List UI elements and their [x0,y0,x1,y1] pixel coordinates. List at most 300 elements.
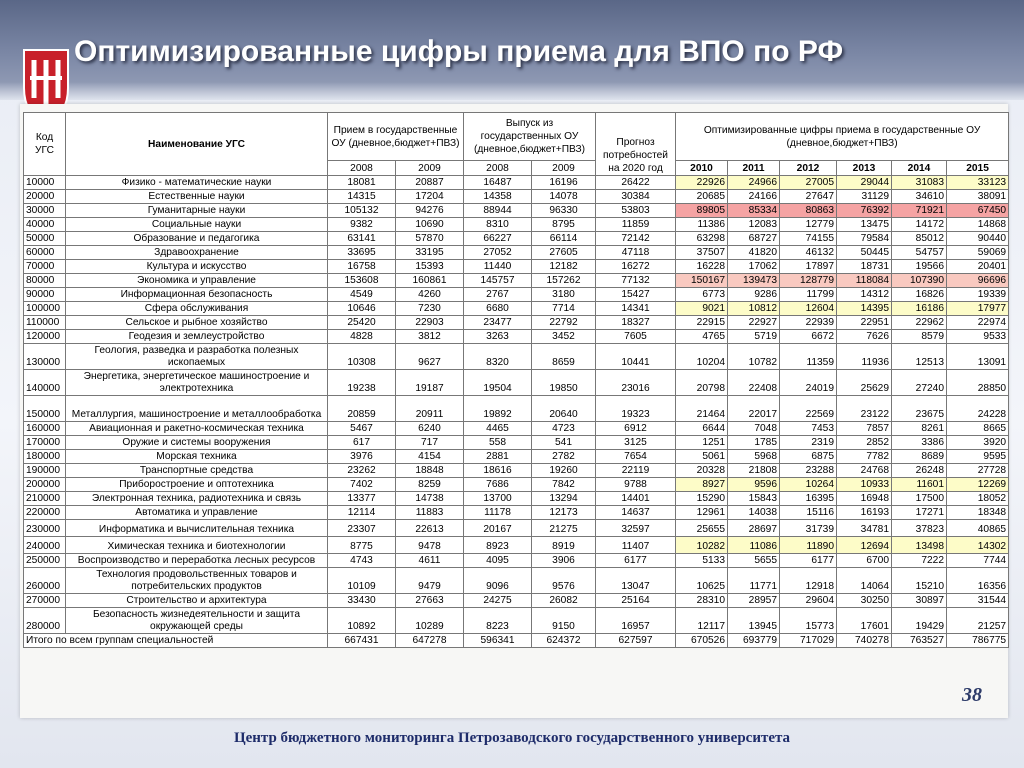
row-forecast: 6912 [596,422,676,436]
row-adm2008: 8775 [328,537,396,554]
row-code: 260000 [24,568,66,594]
row-opt-2014: 16826 [892,288,947,302]
table-row [24,218,1009,232]
row-forecast: 53803 [596,204,676,218]
row-adm2009: 20887 [396,176,464,190]
row-grad2009: 3452 [532,330,596,344]
row-adm2008: 23307 [328,520,396,537]
row-opt-2015: 33123 [947,176,1009,190]
row-opt-2010: 20685 [676,190,728,204]
row-grad2008: 8320 [464,344,532,370]
row-grad2009: 4723 [532,422,596,436]
row-grad2009: 26082 [532,594,596,608]
header-code: Код УГС [24,113,66,176]
row-opt-2010: 10282 [676,537,728,554]
row-opt-2011: 41820 [728,246,780,260]
row-adm2008: 33695 [328,246,396,260]
row-adm2008: 20859 [328,396,396,422]
row-code: 80000 [24,274,66,288]
row-adm2008: 10892 [328,608,396,634]
row-opt-2014: 8579 [892,330,947,344]
row-grad2009: 19850 [532,370,596,396]
row-opt-2012: 2319 [780,436,837,450]
row-grad2008: 23477 [464,316,532,330]
row-opt-2013: 16948 [837,492,892,506]
row-name: Образование и педагогика [66,232,328,246]
row-opt-2010: 16228 [676,260,728,274]
row-grad2008: 18616 [464,464,532,478]
row-grad2008: 13700 [464,492,532,506]
row-code: 50000 [24,232,66,246]
table-row [24,568,1009,594]
total-opt-2011: 693779 [728,634,780,648]
row-name: Транспортные средства [66,464,328,478]
header-year: 2012 [780,161,837,176]
row-name: Электронная техника, радиотехника и связь [66,492,328,506]
row-forecast: 14341 [596,302,676,316]
row-opt-2010: 11386 [676,218,728,232]
row-grad2008: 6680 [464,302,532,316]
row-adm2009: 15393 [396,260,464,274]
table-row [24,344,1009,370]
row-forecast: 11407 [596,537,676,554]
row-name: Морская техника [66,450,328,464]
row-grad2008: 2881 [464,450,532,464]
admission-table [23,112,1009,648]
row-adm2009: 8259 [396,478,464,492]
table-row [24,232,1009,246]
row-adm2009: 717 [396,436,464,450]
row-opt-2011: 5655 [728,554,780,568]
row-name: Социальные науки [66,218,328,232]
table-row [24,608,1009,634]
table-row [24,492,1009,506]
row-grad2008: 558 [464,436,532,450]
header-year: 2015 [947,161,1009,176]
row-opt-2012: 128779 [780,274,837,288]
row-adm2008: 63141 [328,232,396,246]
row-grad2008: 19504 [464,370,532,396]
row-opt-2010: 1251 [676,436,728,450]
row-forecast: 25164 [596,594,676,608]
row-opt-2012: 10264 [780,478,837,492]
row-opt-2011: 28957 [728,594,780,608]
row-adm2008: 23262 [328,464,396,478]
row-grad2008: 66227 [464,232,532,246]
total-opt-2010: 670526 [676,634,728,648]
row-opt-2015: 28850 [947,370,1009,396]
row-forecast: 3125 [596,436,676,450]
row-grad2008: 3263 [464,330,532,344]
row-opt-2011: 10782 [728,344,780,370]
row-opt-2010: 8927 [676,478,728,492]
row-opt-2014: 8689 [892,450,947,464]
row-code: 30000 [24,204,66,218]
row-opt-2011: 85334 [728,204,780,218]
row-code: 40000 [24,218,66,232]
row-opt-2013: 2852 [837,436,892,450]
row-code: 190000 [24,464,66,478]
row-opt-2011: 9286 [728,288,780,302]
row-adm2009: 33195 [396,246,464,260]
row-opt-2015: 22974 [947,316,1009,330]
row-opt-2010: 22926 [676,176,728,190]
row-adm2008: 19238 [328,370,396,396]
row-code: 170000 [24,436,66,450]
table-row [24,554,1009,568]
row-opt-2013: 22951 [837,316,892,330]
row-opt-2010: 37507 [676,246,728,260]
row-opt-2015: 38091 [947,190,1009,204]
row-opt-2015: 90440 [947,232,1009,246]
row-opt-2013: 7626 [837,330,892,344]
row-opt-2010: 12961 [676,506,728,520]
row-name: Информатика и вычислительная техника [66,520,328,537]
row-adm2009: 11883 [396,506,464,520]
row-name: Безопасность жизнедеятельности и защита окружающей среды [66,608,328,634]
row-grad2008: 11440 [464,260,532,274]
row-opt-2012: 29604 [780,594,837,608]
row-adm2009: 9478 [396,537,464,554]
row-code: 230000 [24,520,66,537]
header-year: 2014 [892,161,947,176]
total-opt-2014: 763527 [892,634,947,648]
row-code: 180000 [24,450,66,464]
row-adm2008: 10646 [328,302,396,316]
row-opt-2014: 15210 [892,568,947,594]
row-opt-2014: 17500 [892,492,947,506]
row-name: Оружие и системы вооружения [66,436,328,450]
row-forecast: 26422 [596,176,676,190]
row-forecast: 19323 [596,396,676,422]
row-opt-2012: 12779 [780,218,837,232]
row-forecast: 32597 [596,520,676,537]
row-opt-2012: 6672 [780,330,837,344]
row-name: Сфера обслуживания [66,302,328,316]
row-grad2009: 3180 [532,288,596,302]
row-adm2008: 4743 [328,554,396,568]
row-grad2008: 9096 [464,568,532,594]
row-opt-2013: 12694 [837,537,892,554]
total-grad2008: 596341 [464,634,532,648]
row-name: Экономика и управление [66,274,328,288]
row-opt-2011: 22927 [728,316,780,330]
row-forecast: 9788 [596,478,676,492]
row-name: Естественные науки [66,190,328,204]
row-opt-2015: 19339 [947,288,1009,302]
row-grad2009: 13294 [532,492,596,506]
row-grad2009: 2782 [532,450,596,464]
row-opt-2012: 80863 [780,204,837,218]
row-forecast: 16272 [596,260,676,274]
row-opt-2011: 22017 [728,396,780,422]
page-number: 38 [962,684,982,706]
row-grad2008: 11178 [464,506,532,520]
row-code: 70000 [24,260,66,274]
row-opt-2011: 9596 [728,478,780,492]
row-adm2009: 4154 [396,450,464,464]
row-opt-2010: 150167 [676,274,728,288]
row-opt-2015: 12269 [947,478,1009,492]
row-name: Информационная безопасность [66,288,328,302]
row-opt-2012: 15116 [780,506,837,520]
header-year: 2009 [396,161,464,176]
row-adm2008: 12114 [328,506,396,520]
row-opt-2013: 13475 [837,218,892,232]
header-optimized: Оптимизированные цифры приема в государственные ОУ (дневное,бюджет+ПВЗ) [676,113,1009,161]
row-opt-2012: 46132 [780,246,837,260]
row-forecast: 14401 [596,492,676,506]
row-adm2008: 3976 [328,450,396,464]
row-opt-2014: 34610 [892,190,947,204]
row-code: 60000 [24,246,66,260]
row-opt-2014: 17271 [892,506,947,520]
row-adm2008: 18081 [328,176,396,190]
row-opt-2014: 19429 [892,608,947,634]
row-opt-2014: 11601 [892,478,947,492]
row-adm2008: 4828 [328,330,396,344]
row-opt-2014: 30897 [892,594,947,608]
row-adm2008: 13377 [328,492,396,506]
row-adm2009: 6240 [396,422,464,436]
row-code: 220000 [24,506,66,520]
table-row [24,520,1009,537]
row-adm2008: 9382 [328,218,396,232]
row-name: Автоматика и управление [66,506,328,520]
row-code: 20000 [24,190,66,204]
row-opt-2012: 7453 [780,422,837,436]
row-opt-2011: 28697 [728,520,780,537]
row-opt-2014: 27240 [892,370,947,396]
row-opt-2012: 12918 [780,568,837,594]
row-opt-2013: 34781 [837,520,892,537]
row-opt-2015: 21257 [947,608,1009,634]
row-opt-2012: 11890 [780,537,837,554]
row-opt-2015: 9533 [947,330,1009,344]
row-opt-2013: 29044 [837,176,892,190]
total-adm2009: 647278 [396,634,464,648]
row-opt-2011: 5719 [728,330,780,344]
row-forecast: 77132 [596,274,676,288]
row-code: 200000 [24,478,66,492]
row-code: 250000 [24,554,66,568]
row-grad2009: 16196 [532,176,596,190]
row-adm2009: 10289 [396,608,464,634]
row-opt-2010: 20328 [676,464,728,478]
header-year: 2010 [676,161,728,176]
row-opt-2011: 11771 [728,568,780,594]
row-adm2008: 617 [328,436,396,450]
row-opt-2010: 25655 [676,520,728,537]
row-code: 210000 [24,492,66,506]
row-opt-2014: 85012 [892,232,947,246]
row-name: Здравоохранение [66,246,328,260]
row-opt-2015: 18052 [947,492,1009,506]
row-opt-2013: 14064 [837,568,892,594]
row-name: Энергетика, энергетическое машиностроение и электротехника [66,370,328,396]
row-adm2009: 9627 [396,344,464,370]
row-code: 90000 [24,288,66,302]
row-adm2009: 27663 [396,594,464,608]
row-grad2009: 8919 [532,537,596,554]
table-row [24,246,1009,260]
row-grad2008: 145757 [464,274,532,288]
row-adm2009: 17204 [396,190,464,204]
row-grad2008: 2767 [464,288,532,302]
row-grad2008: 88944 [464,204,532,218]
row-grad2009: 20640 [532,396,596,422]
row-opt-2010: 10204 [676,344,728,370]
row-opt-2014: 54757 [892,246,947,260]
row-grad2009: 21275 [532,520,596,537]
row-opt-2010: 21464 [676,396,728,422]
row-opt-2014: 22962 [892,316,947,330]
row-opt-2015: 8665 [947,422,1009,436]
row-opt-2012: 24019 [780,370,837,396]
table-row [24,370,1009,396]
row-opt-2010: 6773 [676,288,728,302]
row-adm2009: 22613 [396,520,464,537]
row-code: 100000 [24,302,66,316]
row-opt-2013: 50445 [837,246,892,260]
row-opt-2013: 7857 [837,422,892,436]
table-row [24,537,1009,554]
row-name: Строительство и архитектура [66,594,328,608]
header-year: 2011 [728,161,780,176]
row-opt-2013: 14395 [837,302,892,316]
row-opt-2012: 22939 [780,316,837,330]
row-opt-2010: 9021 [676,302,728,316]
row-opt-2015: 16356 [947,568,1009,594]
row-forecast: 22119 [596,464,676,478]
row-adm2009: 9479 [396,568,464,594]
row-grad2008: 8923 [464,537,532,554]
row-adm2009: 18848 [396,464,464,478]
row-opt-2011: 7048 [728,422,780,436]
row-opt-2011: 24166 [728,190,780,204]
row-adm2008: 25420 [328,316,396,330]
row-grad2008: 8310 [464,218,532,232]
table-row [24,288,1009,302]
row-adm2009: 3812 [396,330,464,344]
row-code: 120000 [24,330,66,344]
row-grad2008: 4465 [464,422,532,436]
row-grad2009: 7842 [532,478,596,492]
row-opt-2010: 4765 [676,330,728,344]
row-opt-2015: 40865 [947,520,1009,537]
header-admission: Прием в государственные ОУ (дневное,бюджет+ПВЗ) [328,113,464,161]
table-row [24,436,1009,450]
row-grad2009: 8795 [532,218,596,232]
row-opt-2013: 16193 [837,506,892,520]
row-forecast: 16957 [596,608,676,634]
row-opt-2014: 71921 [892,204,947,218]
row-opt-2015: 96696 [947,274,1009,288]
table-row [24,464,1009,478]
row-code: 160000 [24,422,66,436]
row-grad2009: 22792 [532,316,596,330]
header-year: 2013 [837,161,892,176]
row-adm2008: 10109 [328,568,396,594]
header-year: 2008 [464,161,532,176]
row-grad2009: 3906 [532,554,596,568]
row-opt-2011: 11086 [728,537,780,554]
row-grad2009: 157262 [532,274,596,288]
row-name: Геодезия и землеустройство [66,330,328,344]
row-opt-2013: 6700 [837,554,892,568]
row-opt-2011: 17062 [728,260,780,274]
row-opt-2013: 7782 [837,450,892,464]
row-grad2009: 8659 [532,344,596,370]
row-opt-2013: 23122 [837,396,892,422]
row-opt-2014: 37823 [892,520,947,537]
row-adm2009: 160861 [396,274,464,288]
row-opt-2014: 31083 [892,176,947,190]
row-opt-2014: 107390 [892,274,947,288]
row-opt-2011: 21808 [728,464,780,478]
row-name: Воспроизводство и переработка лесных ресурсов [66,554,328,568]
row-adm2009: 10690 [396,218,464,232]
table-row [24,190,1009,204]
row-opt-2014: 26248 [892,464,947,478]
total-adm2008: 667431 [328,634,396,648]
row-opt-2013: 30250 [837,594,892,608]
total-row [24,634,1009,648]
row-opt-2011: 1785 [728,436,780,450]
row-opt-2012: 6177 [780,554,837,568]
row-opt-2013: 18731 [837,260,892,274]
total-label: Итого по всем группам специальностей [24,634,328,648]
page-title: Оптимизированные цифры приема для ВПО по РФ [74,35,844,68]
row-opt-2013: 76392 [837,204,892,218]
row-name: Металлургия, машиностроение и металлообработка [66,396,328,422]
total-opt-2013: 740278 [837,634,892,648]
row-opt-2010: 5133 [676,554,728,568]
row-opt-2011: 139473 [728,274,780,288]
table-row [24,274,1009,288]
row-opt-2014: 23675 [892,396,947,422]
row-opt-2014: 3386 [892,436,947,450]
row-opt-2012: 12604 [780,302,837,316]
row-forecast: 7605 [596,330,676,344]
row-opt-2013: 31129 [837,190,892,204]
row-grad2008: 20167 [464,520,532,537]
row-adm2008: 33430 [328,594,396,608]
row-opt-2012: 17897 [780,260,837,274]
row-name: Технология продовольственных товаров и потребительских продуктов [66,568,328,594]
row-grad2009: 27605 [532,246,596,260]
row-grad2009: 14078 [532,190,596,204]
row-code: 10000 [24,176,66,190]
header-forecast: Прогноз потребностей на 2020 год [596,113,676,176]
row-opt-2010: 15290 [676,492,728,506]
row-opt-2013: 17601 [837,608,892,634]
total-opt-2012: 717029 [780,634,837,648]
table-row [24,422,1009,436]
row-adm2008: 5467 [328,422,396,436]
row-forecast: 11859 [596,218,676,232]
row-opt-2012: 11359 [780,344,837,370]
row-opt-2015: 67450 [947,204,1009,218]
header-name: Наименование УГС [66,113,328,176]
row-grad2008: 4095 [464,554,532,568]
header-year: 2009 [532,161,596,176]
row-opt-2010: 6644 [676,422,728,436]
row-opt-2012: 16395 [780,492,837,506]
table-row [24,450,1009,464]
table-row [24,330,1009,344]
row-forecast: 10441 [596,344,676,370]
